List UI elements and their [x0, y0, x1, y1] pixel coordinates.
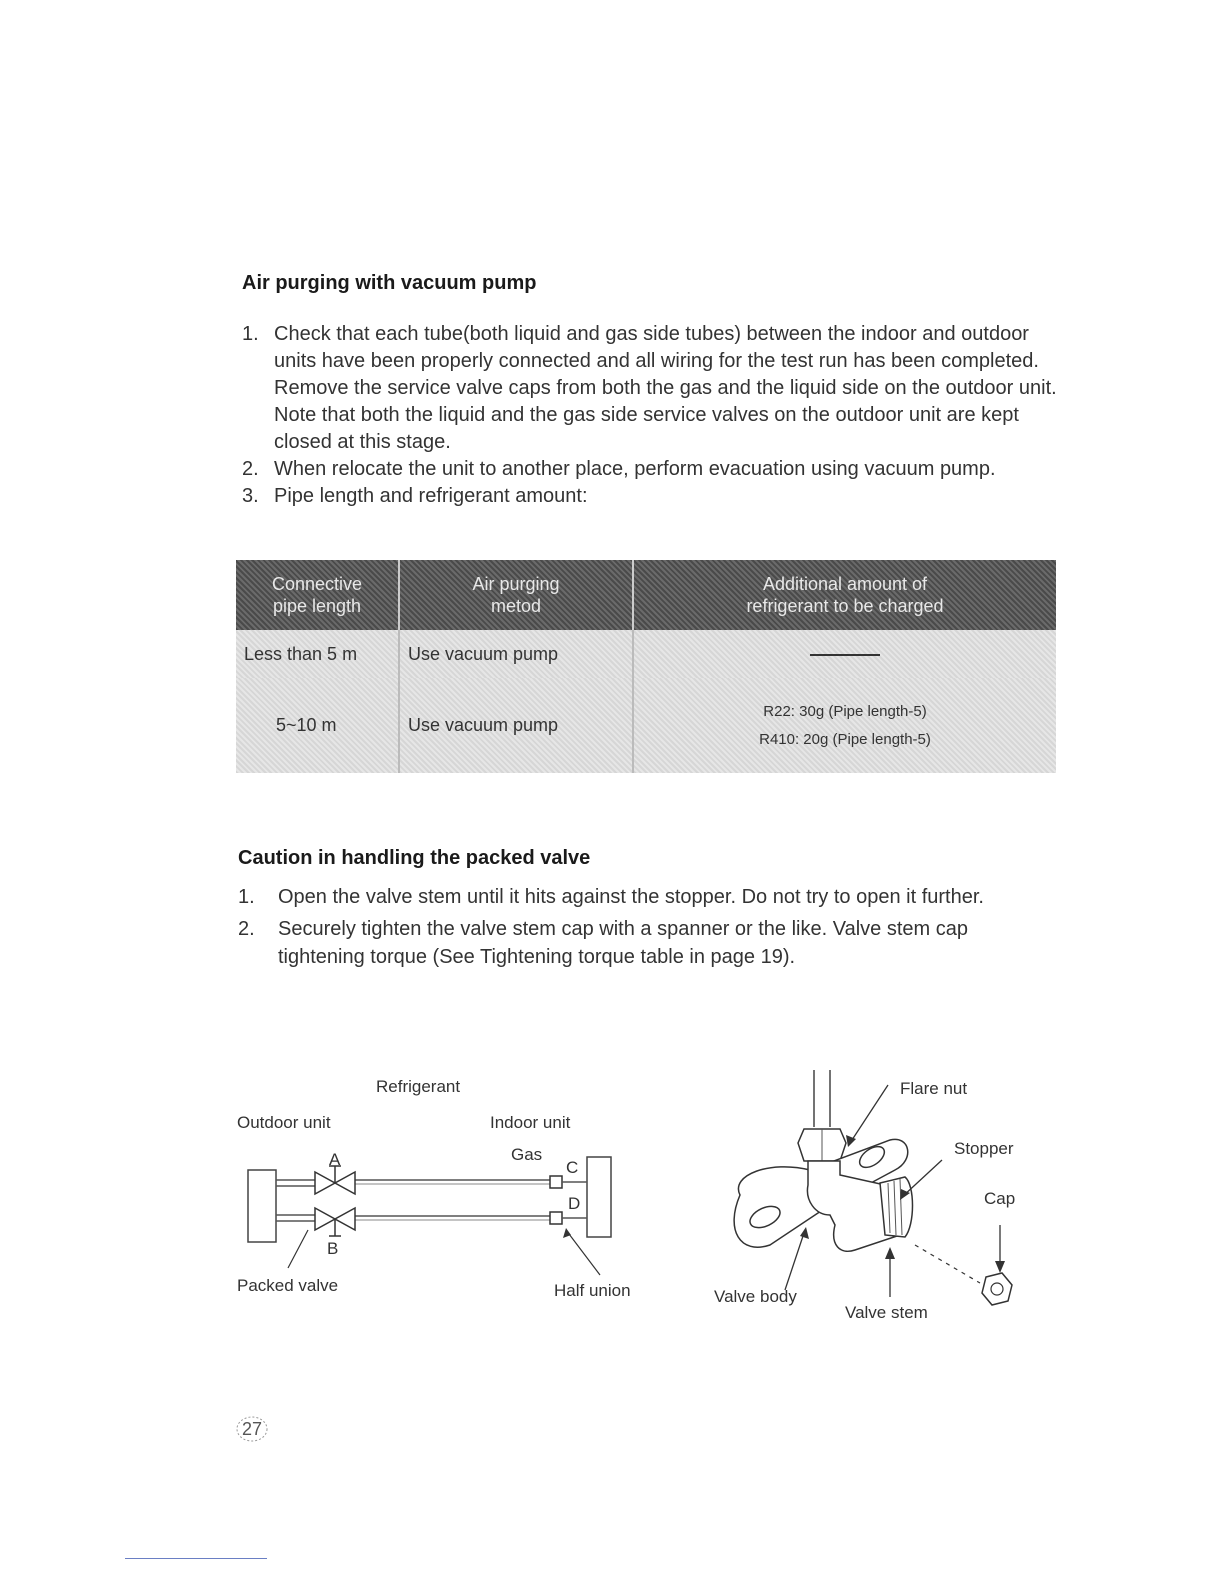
caution-steps	[238, 883, 1038, 975]
list-number: 3.	[242, 485, 259, 507]
refrigerant-table	[236, 560, 1056, 773]
list-number: 2.	[242, 458, 259, 480]
list-text: When relocate the unit to another place, perform evacuation using vacuum pump.	[274, 458, 996, 480]
table-header-additional-amount	[633, 560, 1056, 630]
divider	[125, 1558, 267, 1559]
section-title-air-purging: Air purging with vacuum pump	[242, 272, 537, 294]
header-text: pipe length	[272, 596, 362, 616]
half-union-label: Half union	[554, 1281, 631, 1300]
air-purging-steps	[242, 321, 1072, 510]
header-text: metod	[490, 596, 542, 616]
amount-r22: R22: 30g (Pipe length-5)	[763, 702, 927, 720]
port-c-label: C	[566, 1158, 579, 1177]
page-number-text: 27	[241, 1419, 263, 1439]
port-d-label: D	[568, 1194, 581, 1213]
valve-b-label: B	[327, 1239, 339, 1258]
page-number-circle	[234, 1415, 270, 1443]
header-text: refrigerant to be charged	[746, 596, 944, 616]
table-cell-amount	[633, 630, 1056, 678]
amount-r410: R410: 20g (Pipe length-5)	[759, 730, 931, 748]
gas-label: Gas	[511, 1145, 543, 1164]
list-number: 1.	[242, 323, 259, 345]
valve-body-label: Valve body	[714, 1287, 797, 1306]
table-row	[236, 678, 1056, 773]
table-cell-length: Less than 5 m	[236, 630, 399, 678]
list-text: Open the valve stem until it hits against the stopper. Do not try to open it further.	[278, 886, 984, 908]
section-title-caution: Caution in handling the packed valve	[238, 847, 591, 869]
table-header-purging-method	[399, 560, 633, 630]
table-cell-method: Use vacuum pump	[399, 630, 633, 678]
flare-nut-label: Flare nut	[900, 1079, 968, 1098]
table-cell-length: 5~10 m	[236, 678, 399, 773]
cap-label: Cap	[984, 1189, 1016, 1208]
header-text: Additional amount of	[762, 574, 928, 594]
valve-a-label: A	[329, 1150, 341, 1169]
refrigerant-label: Refrigerant	[376, 1077, 461, 1096]
header-text: Air purging	[472, 574, 560, 594]
list-item	[242, 321, 1072, 456]
header-text: Connective	[271, 574, 363, 594]
table-cell-method: Use vacuum pump	[399, 678, 633, 773]
page-number	[234, 1415, 270, 1443]
list-item	[242, 456, 1072, 483]
list-number: 1.	[238, 886, 255, 908]
indoor-unit-label: Indoor unit	[490, 1113, 571, 1132]
packed-valve-label: Packed valve	[237, 1276, 339, 1295]
list-item	[242, 483, 1072, 510]
table-header-pipe-length	[236, 560, 399, 630]
dash-line	[810, 654, 880, 656]
table-cell-amount	[633, 678, 1056, 773]
list-text: Check that each tube(both liquid and gas side tubes) between the indoor and outdoor units have been properly connected and all wiring for the test run has been completed. Remove the service valve caps from both the gas and the liquid side on the outdoor unit. Note that both the liquid and the gas side service valves on the outdoor unit are kept closed at this stage.	[274, 323, 1057, 453]
outdoor-unit-label: Outdoor unit	[237, 1113, 331, 1132]
list-item	[238, 883, 1038, 911]
table-row	[236, 630, 1056, 678]
list-number: 2.	[238, 918, 255, 940]
stopper-label: Stopper	[954, 1139, 1014, 1158]
list-text: Pipe length and refrigerant amount:	[274, 485, 588, 507]
list-item	[238, 915, 1038, 971]
valve-stem-label: Valve stem	[845, 1303, 928, 1322]
list-text: Securely tighten the valve stem cap with a spanner or the like. Valve stem cap tightening torque (See Tightening torque table in page 19).	[278, 918, 968, 968]
